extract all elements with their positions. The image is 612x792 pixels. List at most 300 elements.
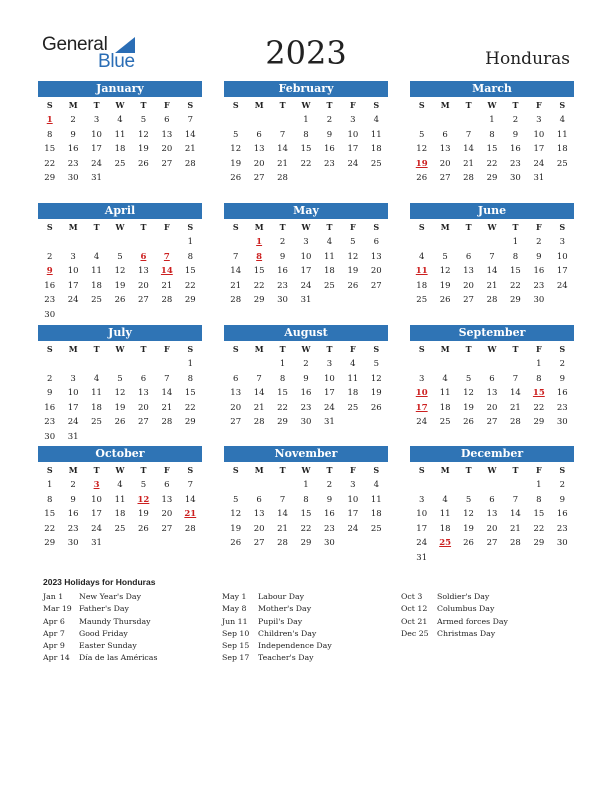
day-cell: 13 xyxy=(253,144,265,154)
empty-day-cell xyxy=(410,235,433,250)
day-cell: 15 xyxy=(300,144,312,154)
day-cell: 31 xyxy=(300,295,312,305)
weekday-label: S xyxy=(232,465,239,475)
day-cell: 8 xyxy=(47,494,53,505)
month-december xyxy=(410,446,574,565)
weekday-label: W xyxy=(301,222,311,232)
week-row xyxy=(38,293,202,308)
day-cell: 4 xyxy=(559,115,565,125)
week-row xyxy=(410,264,574,279)
weekday-label: T xyxy=(465,465,472,475)
empty-day-cell xyxy=(294,171,317,186)
empty-day-cell xyxy=(551,551,574,566)
week-row xyxy=(38,157,202,172)
holiday-day-cell: 21 xyxy=(184,509,197,519)
day-cell: 29 xyxy=(533,417,545,427)
empty-day-cell xyxy=(155,235,178,250)
empty-day-cell xyxy=(457,478,480,493)
weekday-label: T xyxy=(140,465,147,475)
empty-day-cell xyxy=(457,357,480,372)
holidays-column xyxy=(222,591,332,665)
day-cell: 19 xyxy=(347,266,359,276)
holiday-name: Columbus Day xyxy=(437,604,495,614)
day-cell: 17 xyxy=(67,280,79,291)
day-cell: 27 xyxy=(138,417,149,427)
day-cell: 5 xyxy=(419,129,425,140)
day-cell: 22 xyxy=(44,158,56,169)
day-cell: 2 xyxy=(326,115,333,125)
day-cell: 24 xyxy=(324,402,335,413)
empty-day-cell xyxy=(341,171,364,186)
holiday-item xyxy=(43,603,157,615)
day-cell: 15 xyxy=(44,144,56,154)
week-row xyxy=(224,293,388,308)
weekday-label: S xyxy=(187,344,194,354)
weekday-label: S xyxy=(418,344,425,354)
day-cell: 15 xyxy=(277,388,288,398)
day-cell: 29 xyxy=(184,295,196,305)
day-cell: 2 xyxy=(70,480,76,490)
empty-day-cell xyxy=(179,308,202,323)
month-header: January xyxy=(38,81,202,97)
weekday-label: T xyxy=(465,222,472,232)
holiday-name: Father's Day xyxy=(79,604,129,614)
day-cell: 28 xyxy=(277,173,288,183)
month-header: December xyxy=(410,446,574,462)
day-cell: 10 xyxy=(300,251,312,262)
weekday-label: S xyxy=(373,344,380,354)
weekday-header-row xyxy=(224,462,388,478)
weekday-label: F xyxy=(350,465,356,475)
weekday-header-row xyxy=(224,97,388,113)
day-cell: 20 xyxy=(253,158,265,169)
day-cell: 11 xyxy=(114,129,126,140)
holiday-item xyxy=(43,640,157,652)
day-cell: 18 xyxy=(91,402,102,413)
empty-day-cell xyxy=(132,430,155,445)
week-row xyxy=(410,128,574,143)
day-cell: 21 xyxy=(184,144,196,154)
week-row xyxy=(410,279,574,294)
weekday-label: S xyxy=(187,100,194,110)
holiday-item xyxy=(222,603,332,615)
day-cell: 22 xyxy=(533,402,545,413)
day-cell: 21 xyxy=(463,158,474,169)
empty-day-cell xyxy=(224,357,247,372)
holiday-item xyxy=(401,628,508,640)
day-cell: 10 xyxy=(347,129,359,140)
day-cell: 21 xyxy=(510,402,521,413)
week-row xyxy=(410,386,574,401)
day-cell: 9 xyxy=(47,388,53,398)
day-cell: 3 xyxy=(559,237,565,247)
day-cell: 24 xyxy=(347,158,359,169)
day-cell: 24 xyxy=(347,523,359,534)
day-cell: 26 xyxy=(347,280,359,291)
day-cell: 16 xyxy=(300,388,312,398)
weekday-label: W xyxy=(115,344,125,354)
day-cell: 6 xyxy=(256,129,262,140)
day-cell: 13 xyxy=(463,266,474,276)
holiday-day-cell: 3 xyxy=(93,480,100,490)
week-row xyxy=(224,157,388,172)
day-cell: 11 xyxy=(347,373,359,384)
day-cell: 27 xyxy=(138,295,149,305)
holiday-item xyxy=(401,591,508,603)
holiday-name: Christmas Day xyxy=(437,628,496,638)
day-cell: 4 xyxy=(373,480,379,490)
holiday-name: Pupil's Day xyxy=(258,616,303,626)
day-cell: 14 xyxy=(510,509,521,519)
week-row xyxy=(224,128,388,143)
day-cell: 31 xyxy=(416,552,428,563)
day-cell: 26 xyxy=(439,295,451,305)
day-cell: 15 xyxy=(253,266,265,276)
empty-day-cell xyxy=(410,113,433,128)
day-cell: 28 xyxy=(161,417,173,427)
day-cell: 17 xyxy=(416,523,428,534)
day-cell: 7 xyxy=(164,373,170,384)
day-cell: 28 xyxy=(463,173,474,183)
day-cell: 16 xyxy=(44,402,56,413)
weekday-label: S xyxy=(232,100,239,110)
weekday-label: S xyxy=(46,222,53,232)
holiday-day-cell: 17 xyxy=(415,402,428,413)
weekday-header-row xyxy=(410,97,574,113)
weekday-label: T xyxy=(465,344,472,354)
empty-day-cell xyxy=(108,357,131,372)
day-cell: 24 xyxy=(533,158,545,169)
weekday-label: M xyxy=(254,222,264,232)
day-cell: 15 xyxy=(510,266,521,276)
day-cell: 25 xyxy=(91,417,102,427)
day-cell: 4 xyxy=(373,115,379,125)
day-cell: 3 xyxy=(536,115,542,125)
day-cell: 7 xyxy=(279,129,286,140)
empty-day-cell xyxy=(433,235,456,250)
day-cell: 23 xyxy=(533,280,545,291)
day-cell: 23 xyxy=(67,158,79,169)
holiday-day-cell: 14 xyxy=(160,266,173,276)
day-cell: 12 xyxy=(230,144,242,154)
weekday-label: T xyxy=(326,222,333,232)
day-cell: 22 xyxy=(486,158,498,169)
week-row xyxy=(410,357,574,372)
week-row xyxy=(410,401,574,416)
empty-day-cell xyxy=(247,113,270,128)
day-cell: 30 xyxy=(324,538,335,548)
day-cell: 26 xyxy=(463,417,474,427)
day-cell: 19 xyxy=(114,402,126,413)
day-cell: 6 xyxy=(442,129,448,140)
day-cell: 21 xyxy=(161,280,173,291)
holiday-date: Oct 12 xyxy=(401,604,428,614)
day-cell: 25 xyxy=(416,295,428,305)
weekday-label: M xyxy=(440,344,450,354)
day-cell: 22 xyxy=(300,523,312,534)
day-cell: 23 xyxy=(556,523,568,534)
day-cell: 12 xyxy=(347,251,359,262)
weekday-label: S xyxy=(373,222,380,232)
day-cell: 2 xyxy=(279,237,286,247)
week-row xyxy=(410,171,574,186)
day-cell: 3 xyxy=(70,251,76,262)
day-cell: 19 xyxy=(463,402,474,413)
day-cell: 16 xyxy=(556,388,568,398)
day-cell: 28 xyxy=(253,417,265,427)
day-cell: 21 xyxy=(277,523,288,534)
day-cell: 31 xyxy=(91,173,102,183)
day-cell: 23 xyxy=(324,523,335,534)
day-cell: 4 xyxy=(350,359,356,369)
day-cell: 18 xyxy=(114,144,126,154)
day-cell: 8 xyxy=(489,129,495,140)
weekday-label: W xyxy=(301,344,311,354)
empty-day-cell xyxy=(179,430,202,445)
empty-day-cell xyxy=(224,235,247,250)
empty-day-cell xyxy=(457,551,480,566)
holiday-date: Sep 10 xyxy=(222,628,250,638)
week-row xyxy=(38,171,202,186)
day-cell: 17 xyxy=(300,266,312,276)
week-row xyxy=(410,113,574,128)
day-cell: 5 xyxy=(233,494,239,505)
week-row xyxy=(224,536,388,551)
holidays-column xyxy=(401,591,508,640)
holiday-name: Armed forces Day xyxy=(437,616,508,626)
day-cell: 10 xyxy=(91,494,102,505)
day-cell: 19 xyxy=(114,280,126,291)
holiday-item xyxy=(222,628,332,640)
empty-day-cell xyxy=(365,293,388,308)
holiday-date: Apr 6 xyxy=(43,616,65,626)
holiday-day-cell: 12 xyxy=(137,494,150,505)
holiday-day-cell: 7 xyxy=(163,251,170,262)
month-header: November xyxy=(224,446,388,462)
weekday-label: T xyxy=(512,100,519,110)
weekday-label: S xyxy=(373,100,380,110)
day-cell: 12 xyxy=(114,388,126,398)
weekday-label: S xyxy=(373,465,380,475)
day-cell: 20 xyxy=(370,266,382,276)
empty-day-cell xyxy=(433,113,456,128)
weekday-label: W xyxy=(115,100,125,110)
day-cell: 13 xyxy=(253,509,265,519)
day-cell: 8 xyxy=(303,129,309,140)
day-cell: 1 xyxy=(536,359,542,369)
weekday-label: S xyxy=(559,222,566,232)
day-cell: 20 xyxy=(463,280,474,291)
empty-day-cell xyxy=(318,171,341,186)
holiday-date: Jan 1 xyxy=(43,592,64,601)
day-cell: 16 xyxy=(556,509,568,519)
holidays-column xyxy=(43,591,157,665)
day-cell: 3 xyxy=(70,373,76,384)
day-cell: 28 xyxy=(184,523,196,534)
week-row xyxy=(410,235,574,250)
weekday-label: S xyxy=(559,465,566,475)
day-cell: 30 xyxy=(556,417,568,427)
weekday-label: S xyxy=(559,344,566,354)
empty-day-cell xyxy=(365,171,388,186)
empty-day-cell xyxy=(410,357,433,372)
day-cell: 14 xyxy=(486,266,498,276)
empty-day-cell xyxy=(108,308,131,323)
day-cell: 8 xyxy=(512,251,519,262)
day-cell: 20 xyxy=(161,509,173,519)
month-header: May xyxy=(224,203,388,219)
day-cell: 2 xyxy=(536,237,542,247)
day-cell: 17 xyxy=(347,144,359,154)
empty-day-cell xyxy=(108,536,131,551)
holiday-date: Mar 19 xyxy=(43,604,72,614)
day-cell: 9 xyxy=(70,494,76,505)
empty-day-cell xyxy=(504,357,527,372)
day-cell: 16 xyxy=(533,266,545,276)
day-cell: 6 xyxy=(256,494,262,505)
week-row xyxy=(410,372,574,387)
holiday-item xyxy=(43,616,157,628)
weekday-label: T xyxy=(465,100,472,110)
weekday-label: T xyxy=(93,100,100,110)
day-cell: 16 xyxy=(67,509,79,519)
holiday-day-cell: 8 xyxy=(256,251,263,262)
week-row xyxy=(224,357,388,372)
day-cell: 29 xyxy=(44,538,56,548)
day-cell: 25 xyxy=(91,295,102,305)
empty-day-cell xyxy=(155,536,178,551)
week-row xyxy=(38,493,202,508)
day-cell: 6 xyxy=(233,373,239,384)
weekday-label: M xyxy=(440,100,450,110)
weekday-label: T xyxy=(512,465,519,475)
weekday-header-row xyxy=(38,462,202,478)
holiday-date: Apr 7 xyxy=(43,628,65,638)
day-cell: 13 xyxy=(138,388,149,398)
holiday-name: Día de las Américas xyxy=(79,653,158,663)
day-cell: 10 xyxy=(91,129,102,140)
empty-day-cell xyxy=(480,478,503,493)
weekday-label: T xyxy=(140,344,147,354)
weekday-label: S xyxy=(46,344,53,354)
day-cell: 5 xyxy=(140,115,147,125)
day-cell: 25 xyxy=(114,158,126,169)
holiday-item xyxy=(43,652,157,664)
weekday-label: S xyxy=(232,344,239,354)
day-cell: 18 xyxy=(439,402,451,413)
day-cell: 4 xyxy=(442,373,448,384)
day-cell: 18 xyxy=(114,509,126,519)
day-cell: 2 xyxy=(512,115,519,125)
holiday-name: Labour Day xyxy=(258,592,305,601)
week-row xyxy=(224,250,388,265)
holiday-name: Teacher's Day xyxy=(258,653,314,663)
weekday-label: S xyxy=(418,465,425,475)
day-cell: 10 xyxy=(556,251,568,262)
day-cell: 9 xyxy=(279,251,286,262)
day-cell: 27 xyxy=(230,417,242,427)
day-cell: 14 xyxy=(230,266,242,276)
day-cell: 21 xyxy=(277,158,288,169)
weekday-label: T xyxy=(93,344,100,354)
weekday-label: M xyxy=(440,465,450,475)
day-cell: 22 xyxy=(184,280,196,291)
logo-blue-text: Blue xyxy=(98,51,135,72)
week-row xyxy=(224,279,388,294)
empty-day-cell xyxy=(132,171,155,186)
weekday-label: F xyxy=(350,344,356,354)
day-cell: 27 xyxy=(463,295,474,305)
week-row xyxy=(410,478,574,493)
day-cell: 20 xyxy=(486,402,498,413)
day-cell: 25 xyxy=(370,523,382,534)
day-cell: 27 xyxy=(486,538,498,548)
weekday-label: W xyxy=(115,465,125,475)
week-row xyxy=(410,293,574,308)
empty-day-cell xyxy=(132,235,155,250)
holiday-date: Sep 15 xyxy=(222,641,250,651)
day-cell: 13 xyxy=(370,251,382,262)
day-cell: 13 xyxy=(486,388,498,398)
day-cell: 23 xyxy=(44,417,56,427)
month-header: June xyxy=(410,203,574,219)
week-row xyxy=(38,536,202,551)
day-cell: 30 xyxy=(67,173,79,183)
day-cell: 9 xyxy=(512,129,519,140)
day-cell: 29 xyxy=(253,295,265,305)
empty-day-cell xyxy=(38,235,61,250)
day-cell: 20 xyxy=(230,402,242,413)
weekday-label: M xyxy=(68,344,78,354)
day-cell: 20 xyxy=(161,144,173,154)
day-cell: 6 xyxy=(140,373,147,384)
weekday-label: W xyxy=(487,222,497,232)
weekday-header-row xyxy=(38,341,202,357)
day-cell: 10 xyxy=(416,509,428,519)
day-cell: 20 xyxy=(253,523,265,534)
week-row xyxy=(224,386,388,401)
weekday-label: M xyxy=(68,465,78,475)
day-cell: 7 xyxy=(279,494,286,505)
day-cell: 20 xyxy=(138,280,149,291)
empty-day-cell xyxy=(61,308,84,323)
day-cell: 30 xyxy=(533,295,545,305)
holiday-date: May 1 xyxy=(222,592,247,601)
day-cell: 4 xyxy=(93,373,100,384)
weekday-label: W xyxy=(487,100,497,110)
week-row xyxy=(38,264,202,279)
month-june xyxy=(410,203,574,308)
day-cell: 27 xyxy=(161,158,173,169)
day-cell: 1 xyxy=(47,480,53,490)
day-cell: 3 xyxy=(303,237,309,247)
day-cell: 8 xyxy=(536,373,542,384)
day-cell: 26 xyxy=(230,173,242,183)
holiday-date: Sep 17 xyxy=(222,653,250,663)
day-cell: 4 xyxy=(442,494,448,505)
day-cell: 11 xyxy=(91,266,102,276)
day-cell: 15 xyxy=(486,144,498,154)
day-cell: 22 xyxy=(253,280,265,291)
empty-day-cell xyxy=(527,551,550,566)
empty-day-cell xyxy=(85,357,108,372)
day-cell: 24 xyxy=(556,280,568,291)
day-cell: 22 xyxy=(184,402,196,413)
week-row xyxy=(410,536,574,551)
week-row xyxy=(38,415,202,430)
day-cell: 6 xyxy=(164,480,170,490)
day-cell: 9 xyxy=(326,129,333,140)
